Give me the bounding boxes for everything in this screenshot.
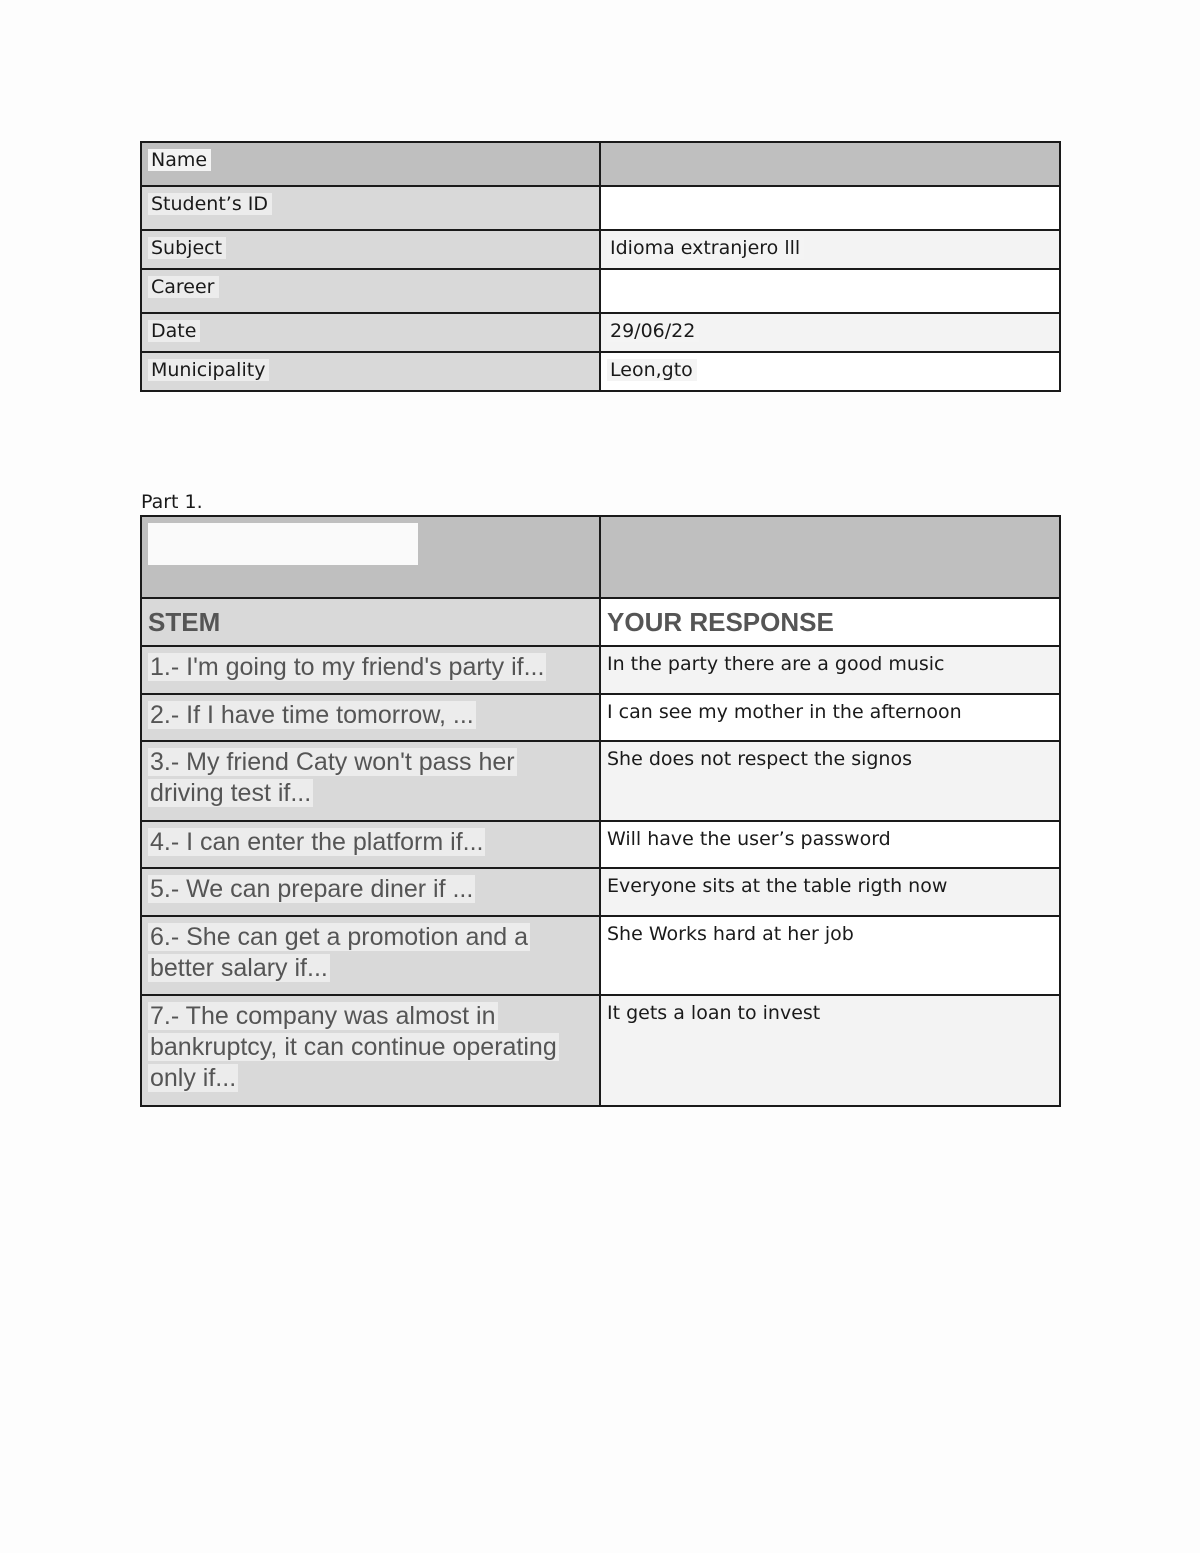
table-row: [141, 646, 1060, 694]
info-row-date: [141, 313, 1060, 352]
response-cell[interactable]: Everyone sits at the table rigth now: [600, 868, 1060, 916]
stem-cell: [141, 868, 600, 916]
info-value-name[interactable]: [600, 142, 1060, 186]
table-row: [141, 995, 1060, 1106]
response-header: YOUR RESPONSE: [600, 598, 1060, 646]
table-row: [141, 741, 1060, 821]
table-row: [141, 694, 1060, 741]
info-row-career: [141, 269, 1060, 313]
info-label-career: Career: [148, 276, 219, 298]
student-info-table: [140, 141, 1061, 392]
stem-top-left-cell: [141, 516, 600, 598]
stem-header: STEM: [141, 598, 600, 646]
stem-text: 6.- She can get a promotion and a better salary if...: [150, 923, 529, 982]
response-cell[interactable]: In the party there are a good music: [600, 646, 1060, 694]
info-row-subject: [141, 230, 1060, 269]
info-label-name: Name: [148, 149, 211, 171]
info-label-cell: [141, 313, 600, 352]
stem-cell: [141, 916, 600, 995]
stem-text: 3.- My friend Caty won't pass her driving test if...: [150, 748, 515, 807]
response-cell[interactable]: I can see my mother in the afternoon: [600, 694, 1060, 741]
stem-cell: [141, 694, 600, 741]
info-value-cell: [600, 352, 1060, 391]
info-row-name: [141, 142, 1060, 186]
stem-top-right-cell: [600, 516, 1060, 598]
stem-text: 1.- I'm going to my friend's party if...: [150, 653, 545, 681]
response-cell[interactable]: It gets a loan to invest: [600, 995, 1060, 1106]
response-cell[interactable]: Will have the user’s password: [600, 821, 1060, 868]
info-value-cell: [600, 313, 1060, 352]
info-label-cell: [141, 269, 600, 313]
response-cell[interactable]: She does not respect the signos: [600, 741, 1060, 821]
stem-cell: [141, 646, 600, 694]
stem-table-top-row: [141, 516, 1060, 598]
response-cell[interactable]: She Works hard at her job: [600, 916, 1060, 995]
info-row-municipality: [141, 352, 1060, 391]
blank-box: [148, 523, 418, 565]
stem-cell: [141, 741, 600, 821]
part-label: Part 1.: [141, 491, 203, 513]
info-value-subject[interactable]: Idioma extranjero lll: [607, 237, 804, 259]
table-row: [141, 916, 1060, 995]
stem-cell: [141, 821, 600, 868]
stem-table-header-row: [141, 598, 1060, 646]
stem-text: 7.- The company was almost in bankruptcy, it can continue operating only if...: [150, 1002, 557, 1092]
info-value-municipality[interactable]: Leon,gto: [607, 359, 697, 381]
info-label-date: Date: [148, 320, 200, 342]
stem-text: 4.- I can enter the platform if...: [150, 828, 484, 856]
info-label-subject: Subject: [148, 237, 226, 259]
table-row: [141, 821, 1060, 868]
info-value-student-id[interactable]: [600, 186, 1060, 230]
table-row: [141, 868, 1060, 916]
info-value-career[interactable]: [600, 269, 1060, 313]
info-value-cell: [600, 230, 1060, 269]
info-label-cell: [141, 352, 600, 391]
stem-response-table: [140, 515, 1061, 1107]
stem-cell: [141, 995, 600, 1106]
info-label-cell: [141, 186, 600, 230]
info-label-student-id: Student’s ID: [148, 193, 272, 215]
info-value-date[interactable]: 29/06/22: [607, 320, 699, 342]
stem-text: 2.- If I have time tomorrow, ...: [150, 701, 474, 729]
info-label-cell: [141, 230, 600, 269]
info-label-cell: [141, 142, 600, 186]
stem-text: 5.- We can prepare diner if ...: [150, 875, 474, 903]
info-label-municipality: Municipality: [148, 359, 269, 381]
info-row-student-id: [141, 186, 1060, 230]
